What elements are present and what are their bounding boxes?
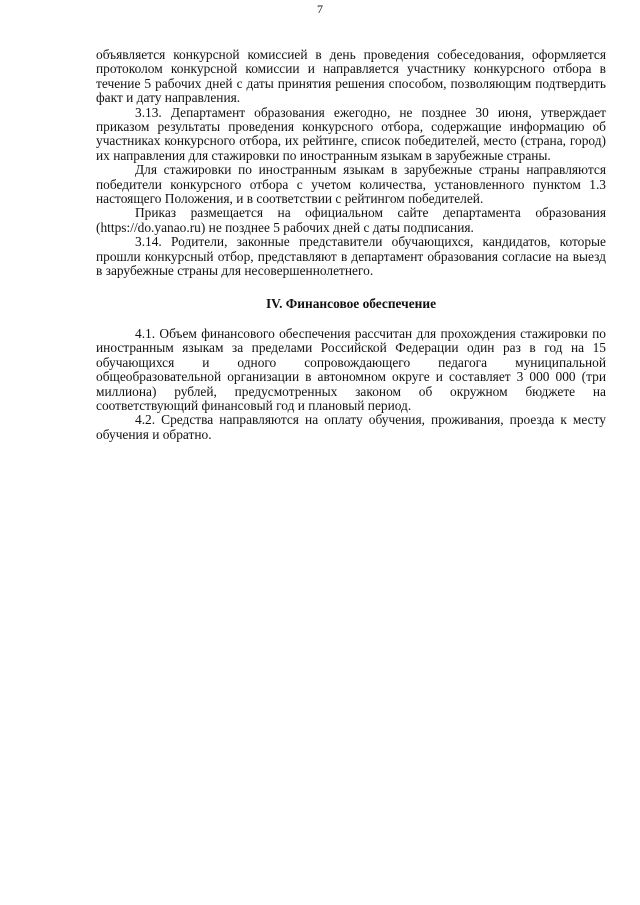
document-body — [96, 48, 606, 442]
paragraph-3-13: 3.13. Департамент образования ежегодно, не позднее 30 июня, утверждает приказом результаты проведения конкурсного отбора, содержащие информацию об участниках конкурсного отбора, их рейтинге, список победителей, место (страна, город) их направления для стажировки по иностранным языкам в зарубежные страны. — [96, 104, 606, 163]
section-heading-financing: IV. Финансовое обеспечение — [265, 295, 437, 311]
paragraph-decision-continuation: объявляется конкурсной комиссией в день проведения собеседования, оформляется протоколом конкурсной комиссии и направляется участнику конкурсного отбора в течение 5 рабочих дней с даты принятия решения способом, позволяющим подтвердить факт и дату направления. — [96, 47, 606, 106]
paragraph-4-2: 4.2. Средства направляются на оплату обучения, проживания, проезда к месту обучения и обратно. — [96, 412, 606, 442]
paragraph-4-1: 4.1. Объем финансового обеспечения рассчитан для прохождения стажировки по иностранным языкам за пределами Российской Федерации один раз в год на 15 обучающихся и одного сопровождающего педагога муниципальной общеобразовательной организации в автономном округе и составляет 3 000 000 (три миллиона) рублей, предусмотренных законом об окружном бюджете на соответствующий финансовый год и плановый период. — [96, 325, 606, 413]
paragraph-winners-direction: Для стажировки по иностранным языкам в зарубежные страны направляются победители конкурсного отбора с учетом количества, установленного пунктом 1.3 настоящего Положения, и в соответствии с рейтингом победителей. — [96, 162, 606, 207]
page-number: 7 — [317, 2, 323, 16]
paragraph-order-publication: Приказ размещается на официальном сайте департамента образования (https://do.yanao.ru) не позднее 5 рабочих дней с даты подписания. — [96, 205, 606, 235]
paragraph-3-14: 3.14. Родители, законные представители обучающихся, кандидатов, которые прошли конкурсный отбор, представляют в департамент образования согласие на выезд в зарубежные страны для несовершеннолетнего. — [96, 234, 606, 279]
